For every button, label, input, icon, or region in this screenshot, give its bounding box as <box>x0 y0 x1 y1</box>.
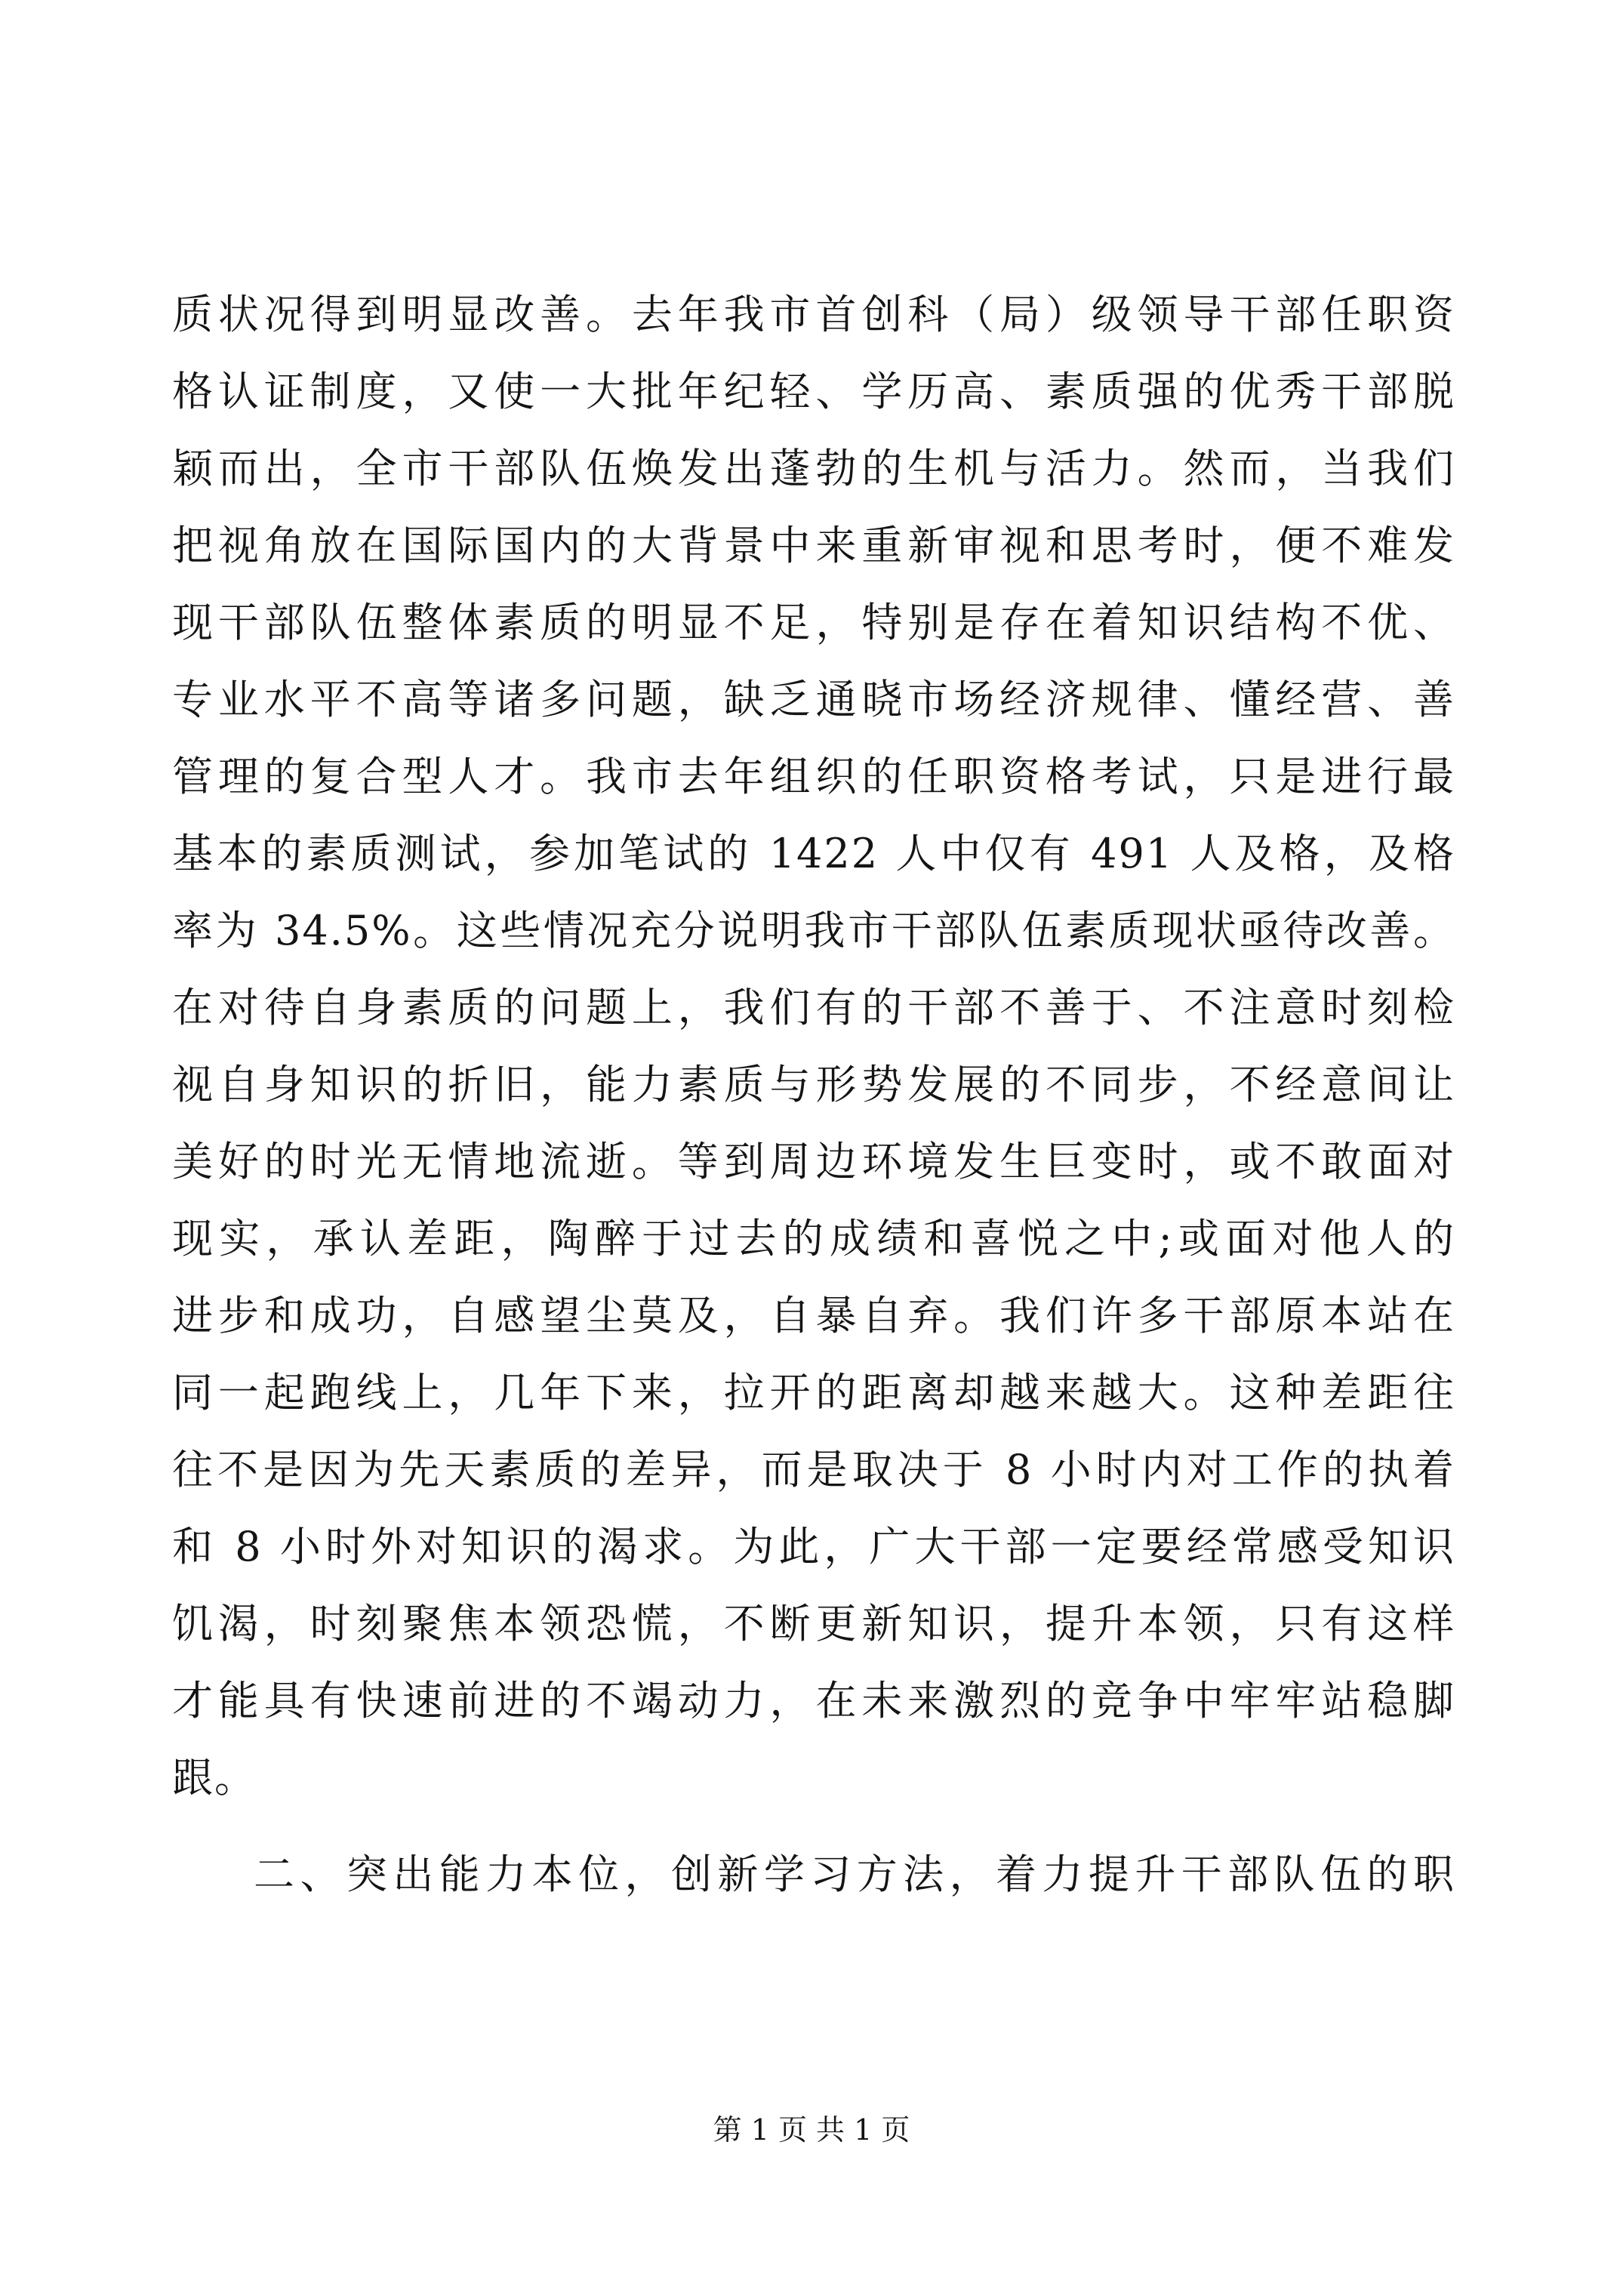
paragraph-line: 专业水平不高等诸多问题，缺乏通晓市场经济规律、懂经营、善 <box>172 676 1455 723</box>
paragraph-line: 质状况得到明显改善。去年我市首创科（局）级领导干部任职资 <box>172 291 1455 338</box>
paragraph-line: 率为 34.5%。这些情况充分说明我市干部队伍素质现状亟待改善。 <box>172 907 1455 954</box>
paragraph-line: 饥渴，时刻聚焦本领恐慌，不断更新知识，提升本领，只有这样 <box>172 1600 1455 1647</box>
paragraph-line: 在对待自身素质的问题上，我们有的干部不善于、不注意时刻检 <box>172 984 1455 1031</box>
paragraph-line: 才能具有快速前进的不竭动力，在未来激烈的竞争中牢牢站稳脚 <box>172 1677 1455 1724</box>
paragraph-line: 视自身知识的折旧，能力素质与形势发展的不同步，不经意间让 <box>172 1061 1455 1108</box>
paragraph-line: 进步和成功，自感望尘莫及，自暴自弃。我们许多干部原本站在 <box>172 1292 1455 1339</box>
document-body <box>172 276 1455 1913</box>
paragraph-line: 基本的素质测试，参加笔试的 1422 人中仅有 491 人及格，及格 <box>172 830 1455 877</box>
paragraph-line: 颖而出，全市干部队伍焕发出蓬勃的生机与活力。然而，当我们 <box>172 445 1455 492</box>
paragraph-line: 和 8 小时外对知识的渴求。为此，广大干部一定要经常感受知识 <box>172 1523 1455 1570</box>
paragraph-last-line: 跟。 <box>172 1754 257 1801</box>
paragraph-line: 往不是因为先天素质的差异，而是取决于 8 小时内对工作的执着 <box>172 1446 1455 1493</box>
paragraph-line: 管理的复合型人才。我市去年组织的任职资格考试，只是进行最 <box>172 753 1455 800</box>
paragraph-line: 美好的时光无情地流逝。等到周边环境发生巨变时，或不敢面对 <box>172 1138 1455 1185</box>
paragraph-line: 把视角放在国际国内的大背景中来重新审视和思考时，便不难发 <box>172 522 1455 569</box>
page-number-footer: 第 1 页 共 1 页 <box>713 2113 910 2147</box>
section-heading: 二、突出能力本位，创新学习方法，着力提升干部队伍的职 <box>254 1851 1455 1898</box>
paragraph-line: 格认证制度，又使一大批年纪轻、学历高、素质强的优秀干部脱 <box>172 368 1455 415</box>
paragraph-line: 现实，承认差距，陶醉于过去的成绩和喜悦之中;或面对他人的 <box>172 1215 1455 1262</box>
paragraph-line: 同一起跑线上，几年下来，拉开的距离却越来越大。这种差距往 <box>172 1369 1455 1416</box>
paragraph-line: 现干部队伍整体素质的明显不足，特别是存在着知识结构不优、 <box>172 599 1455 646</box>
